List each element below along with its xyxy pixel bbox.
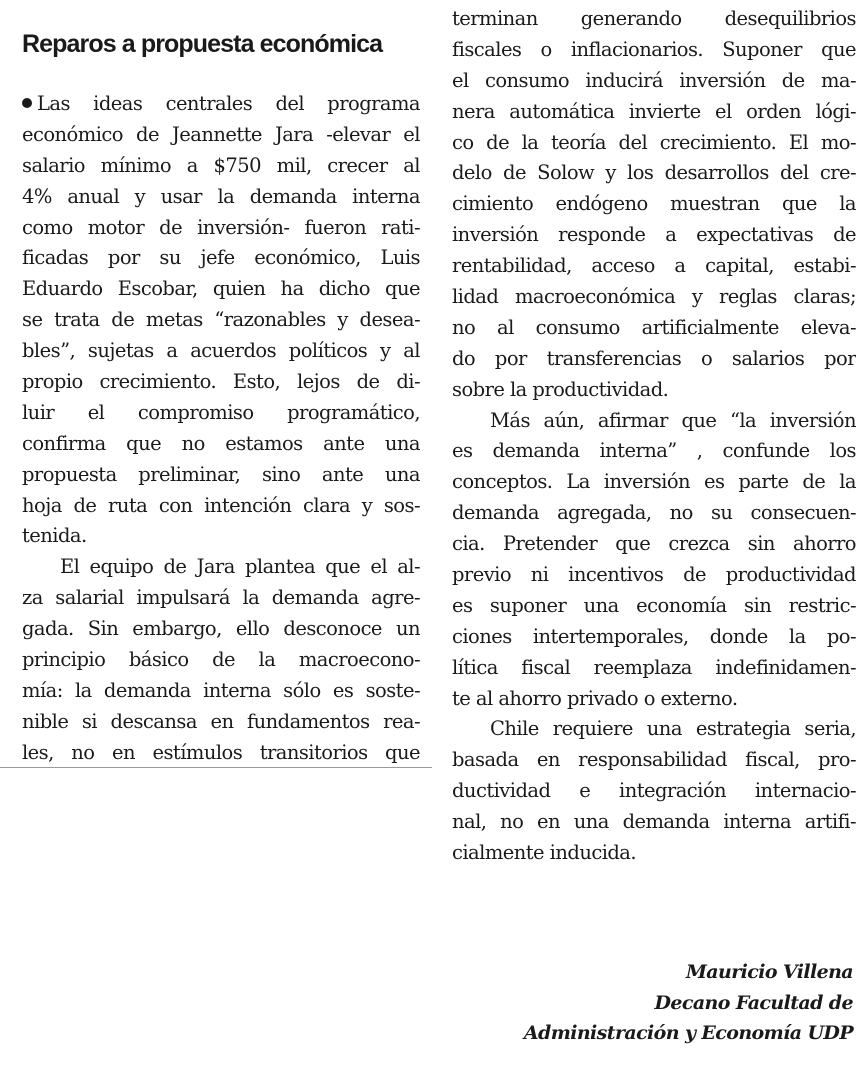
text-line bbox=[22, 151, 420, 182]
text-line bbox=[452, 158, 856, 189]
author-name: Mauricio Villena bbox=[685, 961, 853, 983]
author-title-line2: Administración y Economía UDP bbox=[523, 1022, 853, 1044]
text-line bbox=[452, 776, 856, 807]
text-line bbox=[22, 182, 420, 213]
text-line-content: se trata de metas “razonables y desea- bbox=[22, 308, 420, 332]
text-line-content: ficadas por su jefe económico, Luis bbox=[22, 246, 420, 270]
text-line bbox=[452, 498, 856, 529]
text-line-content: fiscales o inflacionarios. Suponer que bbox=[452, 37, 856, 61]
text-line bbox=[452, 128, 856, 159]
text-line bbox=[22, 491, 420, 522]
text-line bbox=[22, 274, 420, 305]
text-line-content: demanda agregada, no su consecuen- bbox=[452, 501, 856, 525]
text-line-content: propio crecimiento. Esto, lejos de di- bbox=[22, 370, 420, 394]
text-line-content: el consumo inducirá inversión de ma- bbox=[452, 68, 856, 92]
text-line bbox=[22, 614, 420, 645]
text-line-content: principio básico de la macroecono- bbox=[22, 648, 420, 672]
text-line bbox=[452, 97, 856, 128]
text-line-content: nera automática invierte el orden lógi- bbox=[452, 99, 856, 123]
text-line-content: como motor de inversión- fueron rati- bbox=[22, 215, 420, 239]
headline: Reparos a propuesta económica bbox=[22, 30, 383, 58]
text-line bbox=[452, 745, 856, 776]
text-line-content: sobre la productividad. bbox=[452, 377, 669, 401]
text-line-content: económico de Jeannette Jara -elevar el bbox=[22, 122, 420, 146]
text-line-content: co de la teoría del crecimiento. El mo- bbox=[452, 130, 856, 154]
text-line-content: tenida. bbox=[22, 524, 87, 548]
text-line-content: 4% anual y usar la demanda interna bbox=[22, 184, 420, 208]
text-line-content: cimiento endógeno muestran que la bbox=[452, 192, 856, 216]
text-line-content: gada. Sin embargo, ello desconoce un bbox=[22, 617, 420, 641]
text-line-content: Más aún, afirmar que “la inversión bbox=[490, 408, 856, 432]
text-line bbox=[452, 189, 856, 220]
text-line bbox=[452, 653, 856, 684]
text-line bbox=[22, 738, 420, 769]
column-divider-rule bbox=[0, 767, 432, 768]
text-line-content: rentabilidad, acceso a capital, estabi- bbox=[452, 254, 856, 278]
text-line-content: ciones intertemporales, donde la po- bbox=[452, 624, 856, 648]
text-line-content: Chile requiere una estrategia seria, bbox=[490, 717, 856, 741]
text-line bbox=[22, 521, 420, 552]
text-line-content: cialmente inducida. bbox=[452, 841, 637, 865]
text-line-content: lidad macroeconómica y reglas claras; bbox=[452, 285, 856, 309]
text-line bbox=[22, 367, 420, 398]
text-line-content: mía: la demanda interna sólo es soste- bbox=[22, 678, 420, 702]
left-column bbox=[22, 89, 420, 769]
text-line bbox=[452, 344, 856, 375]
text-line bbox=[452, 251, 856, 282]
text-line bbox=[452, 838, 856, 869]
text-line-content: salario mínimo a $750 mil, crecer al bbox=[22, 153, 420, 177]
text-line-content: previo ni incentivos de productividad bbox=[452, 563, 856, 587]
text-line bbox=[22, 336, 420, 367]
text-line bbox=[452, 375, 856, 406]
text-line-content: delo de Solow y los desarrollos del cre- bbox=[452, 161, 856, 185]
text-line bbox=[22, 243, 420, 274]
text-line bbox=[22, 552, 420, 583]
text-line bbox=[22, 460, 420, 491]
text-line-content: te al ahorro privado o externo. bbox=[452, 686, 738, 710]
text-line bbox=[452, 4, 856, 35]
text-line-content: no al consumo artificialmente eleva- bbox=[452, 315, 856, 339]
text-line-content: za salarial impulsará la demanda agre- bbox=[22, 586, 420, 610]
text-line bbox=[452, 436, 856, 467]
text-line bbox=[452, 622, 856, 653]
text-line bbox=[452, 807, 856, 838]
text-line-content: bles”, sujetas a acuerdos políticos y al bbox=[22, 339, 420, 363]
text-line-content: propuesta preliminar, sino ante una bbox=[22, 462, 420, 486]
text-line bbox=[22, 645, 420, 676]
text-line bbox=[452, 35, 856, 66]
text-line-content: terminan generando desequilibrios bbox=[452, 7, 856, 30]
text-line-content: El equipo de Jara plantea que el al- bbox=[60, 555, 420, 579]
text-line bbox=[452, 406, 856, 437]
text-line bbox=[22, 429, 420, 460]
text-line-content: Eduardo Escobar, quien ha dicho que bbox=[22, 277, 420, 301]
text-line bbox=[22, 583, 420, 614]
text-line-content: conceptos. La inversión es parte de la bbox=[452, 470, 856, 494]
text-line bbox=[452, 467, 856, 498]
text-line bbox=[22, 707, 420, 738]
text-line-content: ductividad e integración internacio- bbox=[452, 779, 856, 803]
text-line-content: es suponer una economía sin restric- bbox=[452, 593, 856, 617]
text-line-content: cia. Pretender que crezca sin ahorro bbox=[452, 532, 856, 556]
text-line-content: basada en responsabilidad fiscal, pro- bbox=[452, 748, 856, 772]
text-line-content: les, no en estímulos transitorios que bbox=[22, 740, 420, 764]
text-line bbox=[452, 684, 856, 715]
text-line bbox=[22, 676, 420, 707]
text-line bbox=[22, 120, 420, 151]
text-line bbox=[22, 305, 420, 336]
signature-block bbox=[524, 957, 853, 1049]
text-line-content: nible si descansa en fundamentos rea- bbox=[22, 709, 420, 733]
right-column bbox=[452, 4, 856, 869]
text-line bbox=[452, 313, 856, 344]
text-line-content: hoja de ruta con intención clara y sos- bbox=[22, 493, 420, 517]
text-line bbox=[22, 213, 420, 244]
text-line bbox=[452, 560, 856, 591]
text-line-content: nal, no en una demanda interna artifi- bbox=[452, 810, 856, 834]
text-line bbox=[22, 398, 420, 429]
text-line bbox=[452, 529, 856, 560]
text-line-content: lítica fiscal reemplaza indefinidamen- bbox=[452, 655, 856, 679]
text-line bbox=[22, 89, 420, 120]
text-line bbox=[452, 282, 856, 313]
text-line-content: Las ideas centrales del programa bbox=[37, 92, 420, 115]
text-line-content: do por transferencias o salarios por bbox=[452, 346, 856, 370]
text-line-content: es demanda interna” , confunde los bbox=[452, 439, 856, 463]
text-line-content: luir el compromiso programático, bbox=[22, 400, 420, 424]
text-line bbox=[452, 220, 856, 251]
text-line bbox=[452, 714, 856, 745]
text-line bbox=[452, 66, 856, 97]
text-line-content: confirma que no estamos ante una bbox=[22, 431, 420, 455]
text-line bbox=[452, 591, 856, 622]
text-line-content: inversión responde a expectativas de bbox=[452, 223, 856, 247]
bullet-icon bbox=[22, 98, 32, 108]
author-title-line1: Decano Facultad de bbox=[654, 991, 853, 1014]
